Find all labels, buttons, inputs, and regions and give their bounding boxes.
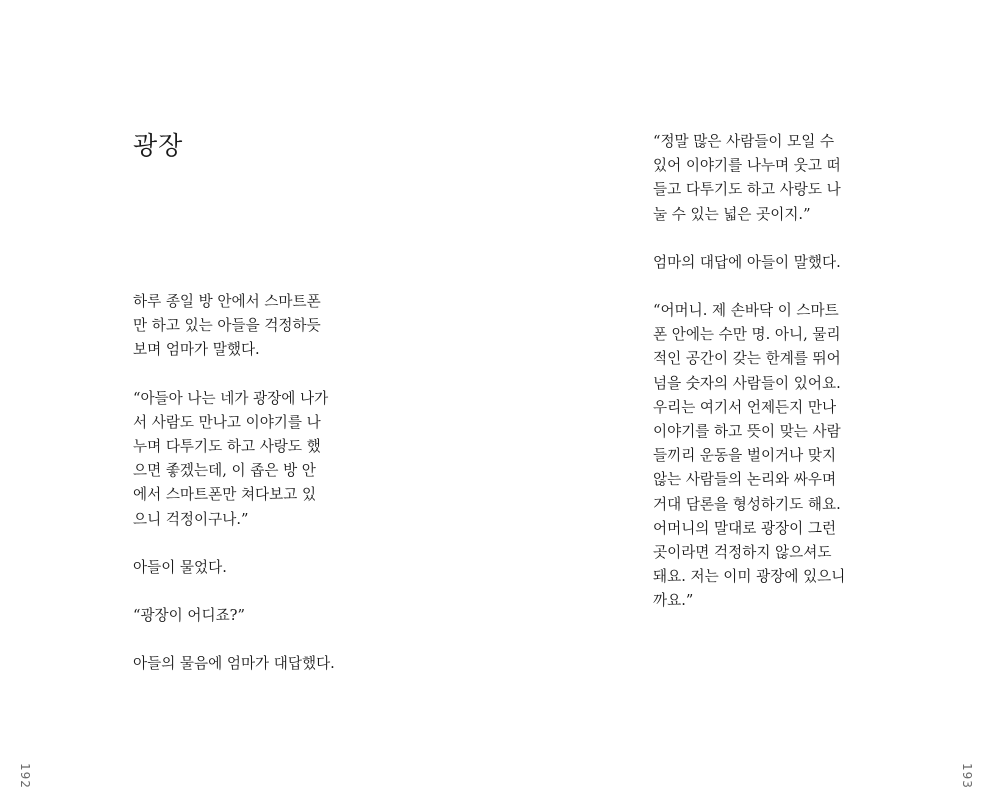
text-line: 곳이라면 걱정하지 않으셔도 — [653, 544, 832, 562]
text-line: 아들이 물었다. — [133, 558, 227, 576]
paragraph — [133, 604, 363, 628]
page-number-left: 192 — [18, 763, 32, 789]
text-line: 있어 이야기를 나누며 웃고 떠 — [653, 157, 841, 175]
text-line: 아들의 물음에 엄마가 대답했다. — [133, 655, 335, 673]
text-line: 으니 걱정이구나.” — [133, 510, 249, 528]
text-line: “광장이 어디죠?” — [133, 607, 245, 625]
text-line: 이야기를 하고 뜻이 맞는 사람 — [653, 423, 841, 441]
right-page-body — [653, 130, 885, 638]
paragraph — [133, 290, 363, 363]
text-line: 들고 다투기도 하고 사랑도 나 — [653, 181, 841, 199]
text-line: 만 하고 있는 아들을 걱정하듯 — [133, 317, 321, 335]
text-line: 우리는 여기서 언제든지 만나 — [653, 398, 837, 416]
text-line: 돼요. 저는 이미 광장에 있으니 — [653, 568, 846, 586]
text-line: 하루 종일 방 안에서 스마트폰 — [133, 293, 321, 310]
paragraph — [653, 130, 885, 227]
paragraph — [133, 556, 363, 580]
text-line: 않는 사람들의 논리와 싸우며 — [653, 471, 837, 489]
text-line: 적인 공간이 갖는 한계를 뛰어 — [653, 350, 841, 368]
text-line: 거대 담론을 형성하기도 해요. — [653, 495, 841, 513]
text-line: 까요.” — [653, 592, 694, 610]
left-page-body — [133, 290, 363, 700]
paragraph — [133, 652, 363, 676]
chapter-title: 광장 — [133, 131, 184, 160]
text-line: 폰 안에는 수만 명. 아니, 물리 — [653, 326, 841, 344]
text-line: 누며 다투기도 하고 사랑도 했 — [133, 438, 321, 456]
text-line: “어머니. 제 손바닥 이 스마트 — [653, 302, 839, 320]
paragraph — [653, 299, 885, 614]
text-line: “아들아 나는 네가 광장에 나가 — [133, 389, 329, 407]
text-line: 눌 수 있는 넓은 곳이지.” — [653, 205, 811, 223]
text-line: 보며 엄마가 말했다. — [133, 341, 260, 359]
paragraph — [653, 251, 885, 275]
text-line: 어머니의 말대로 광장이 그런 — [653, 519, 837, 537]
text-line: 으면 좋겠는데, 이 좁은 방 안 — [133, 462, 316, 480]
text-line: 들끼리 운동을 벌이거나 맞지 — [653, 447, 837, 465]
text-line: 엄마의 대답에 아들이 말했다. — [653, 253, 841, 271]
right-page — [500, 0, 1000, 811]
text-line: 에서 스마트폰만 쳐다보고 있 — [133, 486, 317, 504]
text-line: 넘을 숫자의 사람들이 있어요. — [653, 374, 841, 392]
text-line: 서 사람도 만나고 이야기를 나 — [133, 413, 321, 431]
text-line: “정말 많은 사람들이 모일 수 — [653, 133, 835, 150]
page-number-right: 193 — [960, 763, 974, 789]
paragraph — [133, 387, 363, 532]
